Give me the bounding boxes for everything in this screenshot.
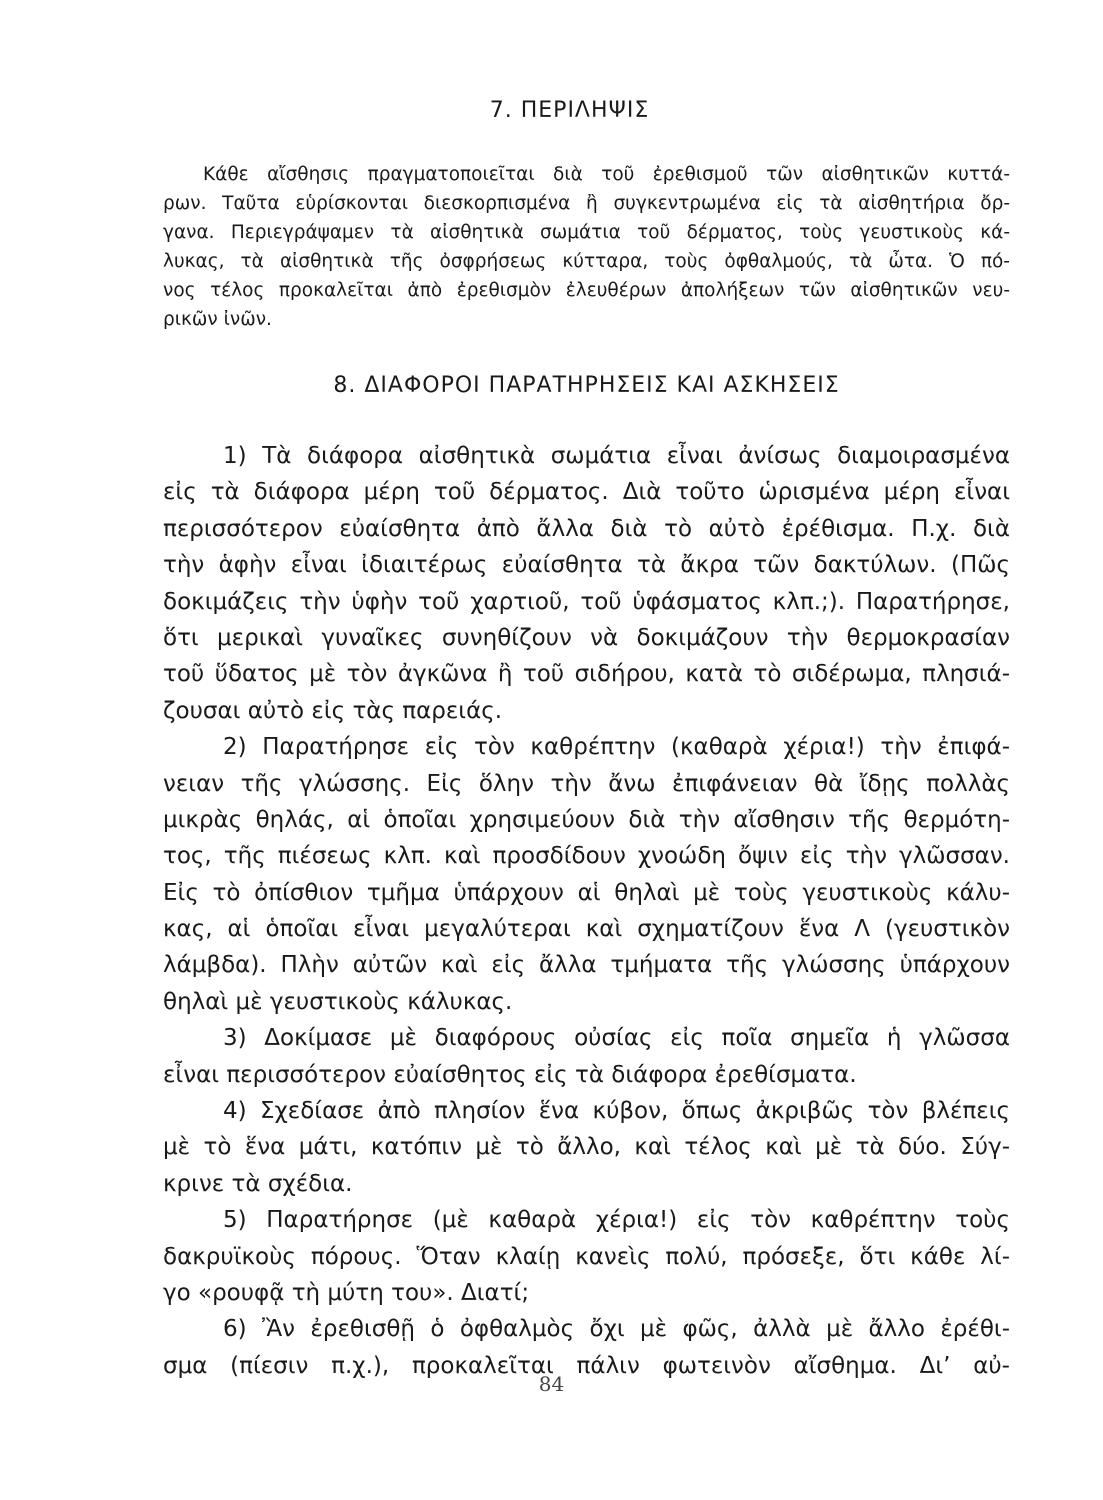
exercise-1-line: τοῦ ὕδατος μὲ τὸν ἀγκῶνα ἢ τοῦ σιδήρου, κατὰ τὸ σιδέρωμα, πλησιά- xyxy=(163,661,1010,688)
exercise-1-line: δοκιμάζεις τὴν ὑφὴν τοῦ χαρτιοῦ, τοῦ ὑφάσματος κλπ.;). Παρατήρησε, xyxy=(163,588,1010,615)
text-line: Κάθε αἴσθησις πραγματοποιεῖται διὰ τοῦ ἐρεθισμοῦ τῶν αἰσθητικῶν κυττά- xyxy=(203,164,1010,185)
exercise-5-line: δακρυϊκοὺς πόρους. Ὅταν κλαίῃ κανεὶς πολύ, πρόσεξε, ὅτι κάθε λί- xyxy=(163,1243,1010,1270)
section-7-heading: 7. ΠΕΡΙΛΗΨΙΣ xyxy=(489,98,650,123)
exercise-2-line: κας, αἱ ὁποῖαι εἶναι μεγαλύτεραι καὶ σχηματίζουν ἕνα Λ (γευστικὸν xyxy=(163,916,1010,943)
page-number: 84 xyxy=(538,1372,565,1396)
section-8-heading: 8. ΔΙΑΦΟΡΟΙ ΠΑΡΑΤΗΡΗΣΕΙΣ ΚΑΙ ΑΣΚΗΣΕΙΣ xyxy=(333,373,840,398)
exercise-2-line: θηλαὶ μὲ γευστικοὺς κάλυκας. xyxy=(163,988,513,1015)
exercise-1-line: ζουσαι αὐτὸ εἰς τὰς παρειάς. xyxy=(163,697,503,724)
summary-paragraph xyxy=(163,160,1010,334)
exercise-1-line: ὅτι μερικαὶ γυναῖκες συνηθίζουν νὰ δοκιμάζουν τὴν θερμοκρασίαν xyxy=(163,624,1010,651)
text-line: νος τέλος προκαλεῖται ἀπὸ ἐρεθισμὸν ἐλευθέρων ἀπολήξεων τῶν αἰσθητικῶν νευ- xyxy=(163,280,1010,301)
text-line: λυκας, τὰ αἰσθητικὰ τῆς ὀσφρήσεως κύτταρα, τοὺς ὀφθαλμούς, τὰ ὦτα. Ὁ πό- xyxy=(163,251,1010,272)
exercise-5-line: 5) Παρατήρησε (μὲ καθαρὰ χέρια!) εἰς τὸν καθρέπτην τοὺς xyxy=(223,1207,1010,1234)
text-line: ρων. Ταῦτα εὑρίσκονται διεσκορπισμένα ἢ συγκεντρωμένα εἰς τὰ αἰσθητήρια ὄρ- xyxy=(163,193,1010,214)
exercise-6-line: 6) Ἂν ἐρεθισθῇ ὁ ὀφθαλμὸς ὄχι μὲ φῶς, ἀλλὰ μὲ ἄλλο ἐρέθι- xyxy=(223,1316,1010,1343)
exercise-4-line: κρινε τὰ σχέδια. xyxy=(163,1170,353,1197)
exercise-1-line: τὴν ἁφὴν εἶναι ἰδιαιτέρως εὐαίσθητα τὰ ἄκρα τῶν δακτύλων. (Πῶς xyxy=(163,552,1010,579)
exercise-2-line: λάμβδα). Πλὴν αὐτῶν καὶ εἰς ἄλλα τμήματα τῆς γλώσσης ὑπάρχουν xyxy=(163,952,1010,979)
exercise-5-line: γο «ρουφᾷ τὴ μύτη του». Διατί; xyxy=(163,1279,530,1306)
exercise-3-line: 3) Δοκίμασε μὲ διαφόρους οὐσίας εἰς ποῖα σημεῖα ἡ γλῶσσα xyxy=(223,1025,1010,1052)
exercise-2-line: νειαν τῆς γλώσσης. Εἰς ὅλην τὴν ἄνω ἐπιφάνειαν θὰ ἴδῃς πολλὰς xyxy=(163,770,1010,797)
exercises-text xyxy=(163,438,1010,1384)
exercise-6-line: σμα (πίεσιν π.χ.), προκαλεῖται πάλιν φωτεινὸν αἴσθημα. Δι’ αὐ- xyxy=(163,1352,1010,1379)
exercise-2-line: μικρὰς θηλάς, αἱ ὁποῖαι χρησιμεύουν διὰ τὴν αἴσθησιν τῆς θερμότη- xyxy=(163,806,1010,833)
text-line: ρικῶν ἰνῶν. xyxy=(163,309,272,330)
exercise-1-line: 1) Τὰ διάφορα αἰσθητικὰ σωμάτια εἶναι ἀνίσως διαμοιρασμένα xyxy=(223,443,1010,469)
exercise-1-line: περισσότερον εὐαίσθητα ἀπὸ ἄλλα διὰ τὸ αὐτὸ ἐρέθισμα. Π.χ. διὰ xyxy=(163,515,1010,542)
text-line: γανα. Περιεγράψαμεν τὰ αἰσθητικὰ σωμάτια τοῦ δέρματος, τοὺς γευστικοὺς κά- xyxy=(163,222,1010,243)
exercise-4-line: μὲ τὸ ἕνα μάτι, κατόπιν μὲ τὸ ἄλλο, καὶ τέλος καὶ μὲ τὰ δύο. Σύγ- xyxy=(163,1134,1010,1161)
exercise-2-line: τος, τῆς πιέσεως κλπ. καὶ προσδίδουν χνοώδη ὄψιν εἰς τὴν γλῶσσαν. xyxy=(163,843,1010,870)
exercise-2-line: 2) Παρατήρησε εἰς τὸν καθρέπτην (καθαρὰ χέρια!) τὴν ἐπιφά- xyxy=(223,734,1010,761)
exercise-1-line: εἰς τὰ διάφορα μέρη τοῦ δέρματος. Διὰ τοῦτο ὡρισμένα μέρη εἶναι xyxy=(163,479,1010,506)
exercise-2-line: Εἰς τὸ ὀπίσθιον τμῆμα ὑπάρχουν αἱ θηλαὶ μὲ τοὺς γευστικοὺς κάλυ- xyxy=(163,879,1010,906)
exercise-3-line: εἶναι περισσότερον εὐαίσθητος εἰς τὰ διάφορα ἐρεθίσματα. xyxy=(163,1061,857,1088)
exercise-4-line: 4) Σχεδίασε ἀπὸ πλησίον ἕνα κύβον, ὅπως ἀκριβῶς τὸν βλέπεις xyxy=(223,1098,1010,1125)
